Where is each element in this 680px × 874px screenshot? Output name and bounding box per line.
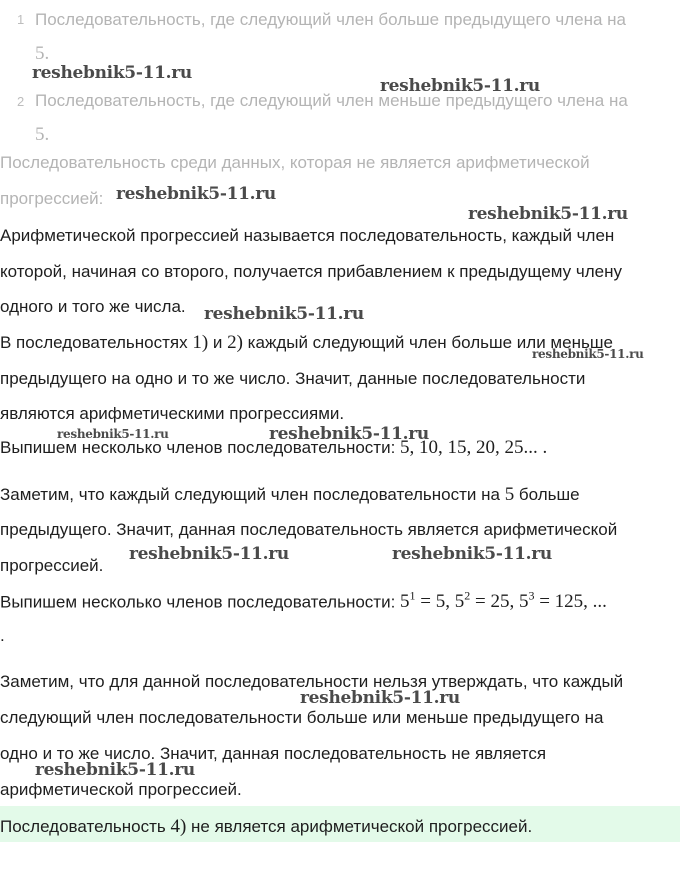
para3-lead: Выпишем несколько членов последовательности: — [0, 438, 401, 457]
para3-line-2: предыдущего. Значит, данная последовательность является арифметической — [0, 520, 618, 539]
para12-math-1: 1) — [192, 332, 209, 353]
answer-pre: Последовательность — [0, 817, 171, 836]
option-number-2: 2 — [17, 94, 25, 109]
para12-line-3: являются арифметическими прогрессиями. — [0, 404, 345, 423]
watermark: reshebnik5-11.ru — [35, 760, 195, 780]
definition-line-1: Арифметической прогрессией называется последовательность, каждый член — [0, 226, 615, 245]
question-line-2: прогрессией: — [0, 189, 104, 208]
para12-line-1 — [0, 333, 613, 352]
watermark: reshebnik5-11.ru — [269, 424, 429, 444]
para12-text-pre: В последовательностях — [0, 333, 193, 352]
definition-line-2: которой, начиная со второго, получается прибавлением к предыдущему члену — [0, 262, 623, 281]
watermark: reshebnik5-11.ru — [204, 304, 364, 324]
option-1-text: Последовательность, где следующий член больше предыдущего члена на — [35, 10, 627, 29]
para3-obs-pre: Заметим, что каждый следующий член последовательности на — [0, 485, 505, 504]
watermark: reshebnik5-11.ru — [57, 427, 169, 441]
para4-sequence: $5^1 = 5$, $5^2 = 25$, $5^3 = 125$, ... — [400, 589, 607, 613]
option-2-text: Последовательность, где следующий член меньше предыдущего члена на — [35, 91, 628, 110]
para3-sequence: 5, 10, 15, 20, 25... . — [400, 437, 548, 458]
para3-observation-line — [0, 485, 580, 504]
answer-post: не является арифметической прогрессией. — [186, 817, 533, 836]
watermark: reshebnik5-11.ru — [468, 204, 628, 224]
para12-math-2: 2) — [227, 332, 243, 353]
para4-line-3: одно и то же число. Значит, данная последовательность не является — [0, 744, 547, 763]
para4-line-4: арифметической прогрессией. — [0, 780, 242, 799]
para4-line-1: Заметим, что для данной последовательности нельзя утверждать, что каждый — [0, 672, 624, 691]
para12-text-mid: и — [208, 333, 228, 352]
para3-obs-post: больше — [514, 485, 580, 504]
watermark: reshebnik5-11.ru — [129, 544, 289, 564]
option-1-value: 5. — [35, 43, 50, 64]
watermark: reshebnik5-11.ru — [116, 184, 276, 204]
para4-sequence-line — [0, 590, 607, 611]
watermark: reshebnik5-11.ru — [300, 688, 460, 708]
para4-trailing-dot: . — [0, 626, 5, 645]
option-2-value: 5. — [35, 124, 50, 145]
question-line-1: Последовательность среди данных, которая не является арифметической — [0, 153, 590, 172]
watermark: reshebnik5-11.ru — [32, 63, 192, 83]
answer-text — [0, 817, 532, 836]
definition-line-3: одного и того же числа. — [0, 297, 186, 316]
para3-line-3: прогрессией. — [0, 556, 104, 575]
watermark: reshebnik5-11.ru — [380, 76, 540, 96]
option-number-1: 1 — [17, 12, 25, 27]
para4-line-2: следующий член последовательности больше или меньше предыдущего на — [0, 708, 604, 727]
para12-line-2: предыдущего на одно и то же число. Значит, данные последовательности — [0, 369, 586, 388]
para12-text-post: каждый следующий член больше или меньше — [242, 333, 613, 352]
answer-banner — [0, 806, 680, 842]
watermark: reshebnik5-11.ru — [392, 544, 552, 564]
para4-lead: Выпишем несколько членов последовательности: — [0, 592, 401, 612]
watermark: reshebnik5-11.ru — [532, 347, 644, 361]
para3-obs-number: 5 — [504, 484, 515, 505]
answer-math: 4) — [170, 816, 187, 837]
